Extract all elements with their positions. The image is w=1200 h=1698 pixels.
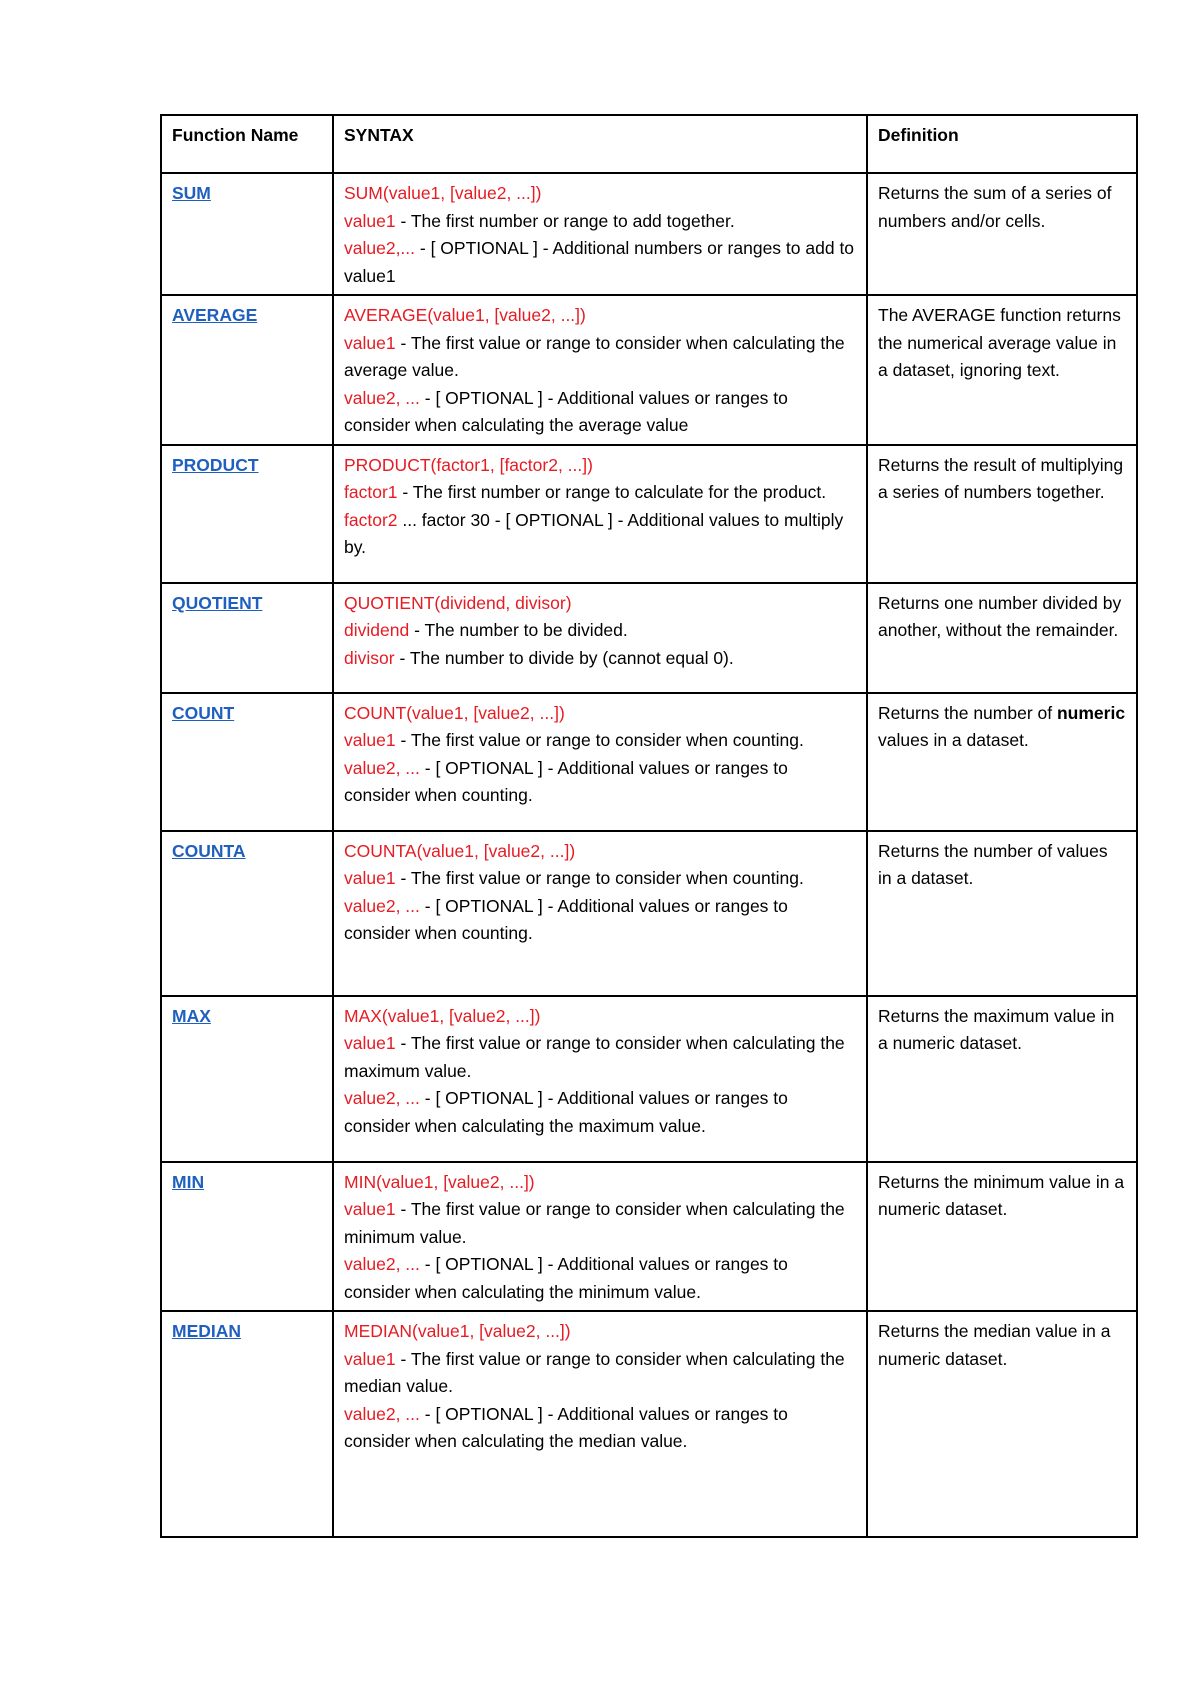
syntax-call: PRODUCT(factor1, [factor2, ...]) [344,454,593,475]
definition-cell: The AVERAGE function returns the numerical average value in a dataset, ignoring text. [867,295,1137,445]
param-term: value2, ... [344,757,420,778]
definition-cell: Returns the median value in a numeric dataset. [867,1311,1137,1537]
param-desc: - The number to be divided. [409,620,628,640]
function-link-sum[interactable]: SUM [172,183,211,203]
param-line [344,755,856,810]
param-term: value2, ... [344,895,420,916]
param-desc: - The first number or range to calculate for the product. [397,482,827,502]
param-term: value1 [344,1199,396,1219]
function-name-cell [161,173,333,295]
param-line [344,507,856,562]
function-link-median[interactable]: MEDIAN [172,1321,242,1341]
param-term: value1 [344,730,396,750]
param-term: factor2 [344,509,398,530]
param-desc: - [ OPTIONAL ] - Additional values or ranges to consider when calculating the median value. [344,1403,788,1451]
param-term: value1 [344,1033,396,1053]
header-syntax: SYNTAX [333,115,867,173]
param-line [344,1196,856,1251]
param-line [344,208,856,236]
table-row [161,831,1137,996]
definition-cell: Returns the maximum value in a numeric dataset. [867,996,1137,1162]
function-link-counta[interactable]: COUNTA [172,840,246,861]
param-line [344,617,856,645]
table-row [161,295,1137,445]
param-term: value1 [344,210,396,231]
syntax-call: COUNT(value1, [value2, ...]) [344,702,565,723]
document-page [160,114,1136,1538]
function-name-cell [161,1162,333,1312]
param-line [344,865,856,893]
param-term: dividend [344,620,410,640]
param-line [344,1346,856,1401]
syntax-call: MAX(value1, [value2, ...]) [344,1005,541,1026]
syntax-cell [333,1162,867,1312]
param-line [344,727,856,755]
function-name-cell [161,1311,333,1537]
param-term: value2, ... [344,1403,420,1424]
function-name-cell [161,295,333,445]
table-row [161,1162,1137,1312]
param-term: value1 [344,868,396,888]
param-desc: - [ OPTIONAL ] - Additional numbers or ranges to add to value1 [344,238,855,286]
param-desc: - The first number or range to add together. [395,210,735,231]
param-term: value2,... [344,238,416,258]
syntax-call: AVERAGE(value1, [value2, ...]) [344,305,586,325]
function-name-cell [161,693,333,831]
function-name-cell [161,445,333,583]
param-line [344,1085,856,1140]
function-link-quotient[interactable]: QUOTIENT [172,592,263,613]
definition-emphasis: numeric [1056,702,1126,723]
param-desc: - The first value or range to consider when calculating the average value. [344,332,845,380]
function-link-product[interactable]: PRODUCT [172,454,259,475]
param-line [344,235,856,290]
syntax-call: COUNTA(value1, [value2, ...]) [344,840,576,861]
syntax-cell [333,583,867,693]
definition-cell: Returns the minimum value in a numeric dataset. [867,1162,1137,1312]
param-term: value2, ... [344,1254,420,1274]
param-desc: ... factor 30 - [ OPTIONAL ] - Additional values to multiply by. [344,509,844,557]
table-row [161,996,1137,1162]
param-line [344,385,856,440]
param-desc: - [ OPTIONAL ] - Additional values or ranges to consider when calculating the maximum value. [344,1088,788,1136]
syntax-cell [333,1311,867,1537]
syntax-cell [333,693,867,831]
param-line [344,330,856,385]
table-row [161,173,1137,295]
definition-cell: Returns the result of multiplying a series of numbers together. [867,445,1137,583]
function-name-cell [161,831,333,996]
param-desc: - The first value or range to consider when calculating the minimum value. [344,1199,845,1247]
param-desc: - [ OPTIONAL ] - Additional values or ranges to consider when calculating the minimum value. [344,1254,788,1302]
param-desc: - [ OPTIONAL ] - Additional values or ranges to consider when counting. [344,895,788,943]
param-term: value2, ... [344,387,420,408]
syntax-call: MEDIAN(value1, [value2, ...]) [344,1321,571,1341]
param-line [344,645,856,673]
header-function-name: Function Name [161,115,333,173]
definition-cell: Returns the number of values in a dataset. [867,831,1137,996]
header-definition: Definition [867,115,1137,173]
param-line [344,479,856,507]
syntax-call: SUM(value1, [value2, ...]) [344,183,542,203]
param-term: value1 [344,1348,396,1369]
syntax-cell [333,445,867,583]
param-term: value1 [344,332,396,353]
param-desc: - The first value or range to consider when counting. [395,868,804,888]
param-desc: - The number to divide by (cannot equal 0). [394,647,734,668]
syntax-cell [333,295,867,445]
param-term: factor1 [344,482,398,502]
param-desc: - The first value or range to consider when calculating the maximum value. [344,1033,845,1081]
function-link-max[interactable]: MAX [172,1005,211,1026]
definition-cell: Returns one number divided by another, without the remainder. [867,583,1137,693]
param-term: divisor [344,647,395,668]
syntax-call: QUOTIENT(dividend, divisor) [344,592,572,613]
function-name-cell [161,996,333,1162]
table-header-row [161,115,1137,173]
param-desc: - The first value or range to consider when counting. [395,730,804,750]
function-link-min[interactable]: MIN [172,1171,205,1192]
param-desc: - The first value or range to consider when calculating the median value. [344,1348,845,1396]
param-term: value2, ... [344,1088,420,1108]
param-line [344,893,856,948]
table-row [161,693,1137,831]
param-line [344,1030,856,1085]
param-desc: - [ OPTIONAL ] - Additional values or ranges to consider when calculating the average value [344,387,788,435]
definition-cell: Returns the sum of a series of numbers and/or cells. [867,173,1137,295]
syntax-cell [333,173,867,295]
table-row [161,583,1137,693]
syntax-call: MIN(value1, [value2, ...]) [344,1171,535,1192]
table-row [161,1311,1137,1537]
param-line [344,1251,856,1306]
definition-text: Returns the number of [878,702,1057,723]
functions-table [160,114,1138,1538]
syntax-cell [333,831,867,996]
definition-text: values in a dataset. [878,730,1029,750]
function-name-cell [161,583,333,693]
table-row [161,445,1137,583]
function-link-count[interactable]: COUNT [172,702,235,723]
param-desc: - [ OPTIONAL ] - Additional values or ranges to consider when counting. [344,757,788,805]
syntax-cell [333,996,867,1162]
param-line [344,1401,856,1456]
function-link-average[interactable]: AVERAGE [172,305,258,325]
definition-cell [867,693,1137,831]
